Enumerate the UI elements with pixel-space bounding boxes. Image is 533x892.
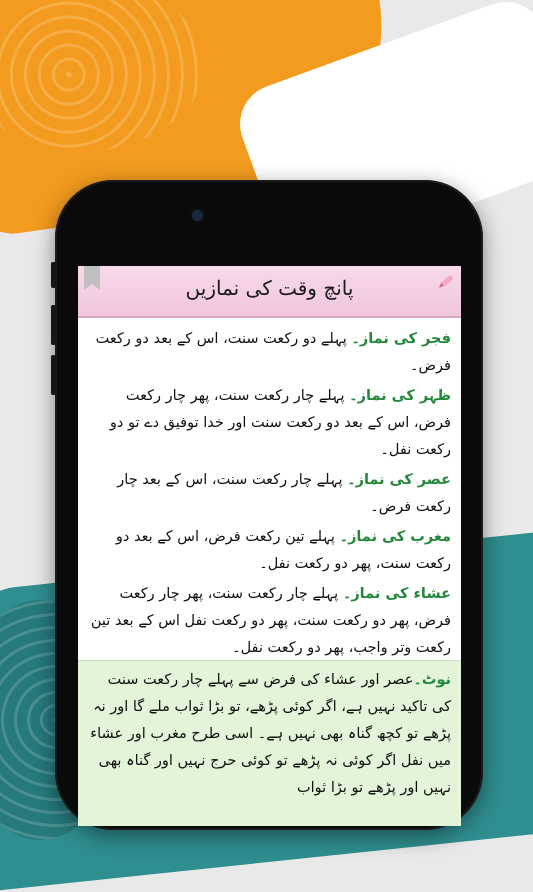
maghrib-paragraph	[88, 524, 451, 578]
phone-frame	[55, 180, 483, 830]
fajr-paragraph	[88, 326, 451, 380]
phone-volume-up	[51, 305, 56, 345]
app-screen	[78, 266, 461, 826]
zuhr-label: ظہر کی نماز۔	[349, 388, 451, 404]
isha-text: پہلے چار رکعت سنت، پھر چار رکعت فرض، پھر دو رکعت سنت، پھر دو رکعت نفل اس کے بعد تین رکعت وتر واجب، پھر دو رکعت نفل۔	[90, 586, 451, 656]
asr-text: پہلے چار رکعت سنت، اس کے بعد چار رکعت فرض۔	[117, 472, 451, 515]
front-camera	[192, 210, 203, 221]
phone-volume-down	[51, 355, 56, 395]
header-bar	[78, 266, 461, 318]
isha-paragraph	[88, 581, 451, 662]
prayer-content	[78, 318, 461, 662]
note-text: عصر اور عشاء کی فرض سے پہلے چار رکعت سنت کی تاکید نہیں ہے، اگر کوئی پڑھے، تو بڑا ثواب ملے گا اور نہ پڑھے تو کچھ گناہ بھی نہیں ہے۔ اسی طرح مغرب اور عشاء میں نفل اگر کوئی نہ پڑھے تو کوئی حرج نہیں اور گناہ بھی نہیں اور پڑھے تو بڑا ثواب	[90, 672, 451, 796]
asr-paragraph	[88, 467, 451, 521]
isha-label: عشاء کی نماز۔	[342, 586, 451, 602]
pencil-icon[interactable]	[437, 272, 455, 290]
page-title: پانچ وقت کی نمازیں	[185, 276, 354, 300]
background-mandala-pattern	[0, 0, 217, 167]
zuhr-text: پہلے چار رکعت سنت، پھر چار رکعت فرض، اس کے بعد دو رکعت سنت اور خدا توفیق دے تو دو رکعت نفل۔	[109, 388, 451, 458]
fajr-text: پہلے دو رکعت سنت، اس کے بعد دو رکعت فرض۔	[95, 331, 451, 374]
asr-label: عصر کی نماز۔	[347, 472, 451, 488]
phone-mute-switch	[51, 262, 56, 288]
zuhr-paragraph	[88, 383, 451, 464]
maghrib-label: مغرب کی نماز۔	[339, 529, 451, 545]
maghrib-text: پہلے تین رکعت فرض، اس کے بعد دو رکعت سنت، پھر دو رکعت نفل۔	[115, 529, 451, 572]
note-box	[78, 660, 461, 826]
note-label: نوٹ۔	[413, 672, 451, 688]
fajr-label: فجر کی نماز۔	[351, 331, 451, 347]
